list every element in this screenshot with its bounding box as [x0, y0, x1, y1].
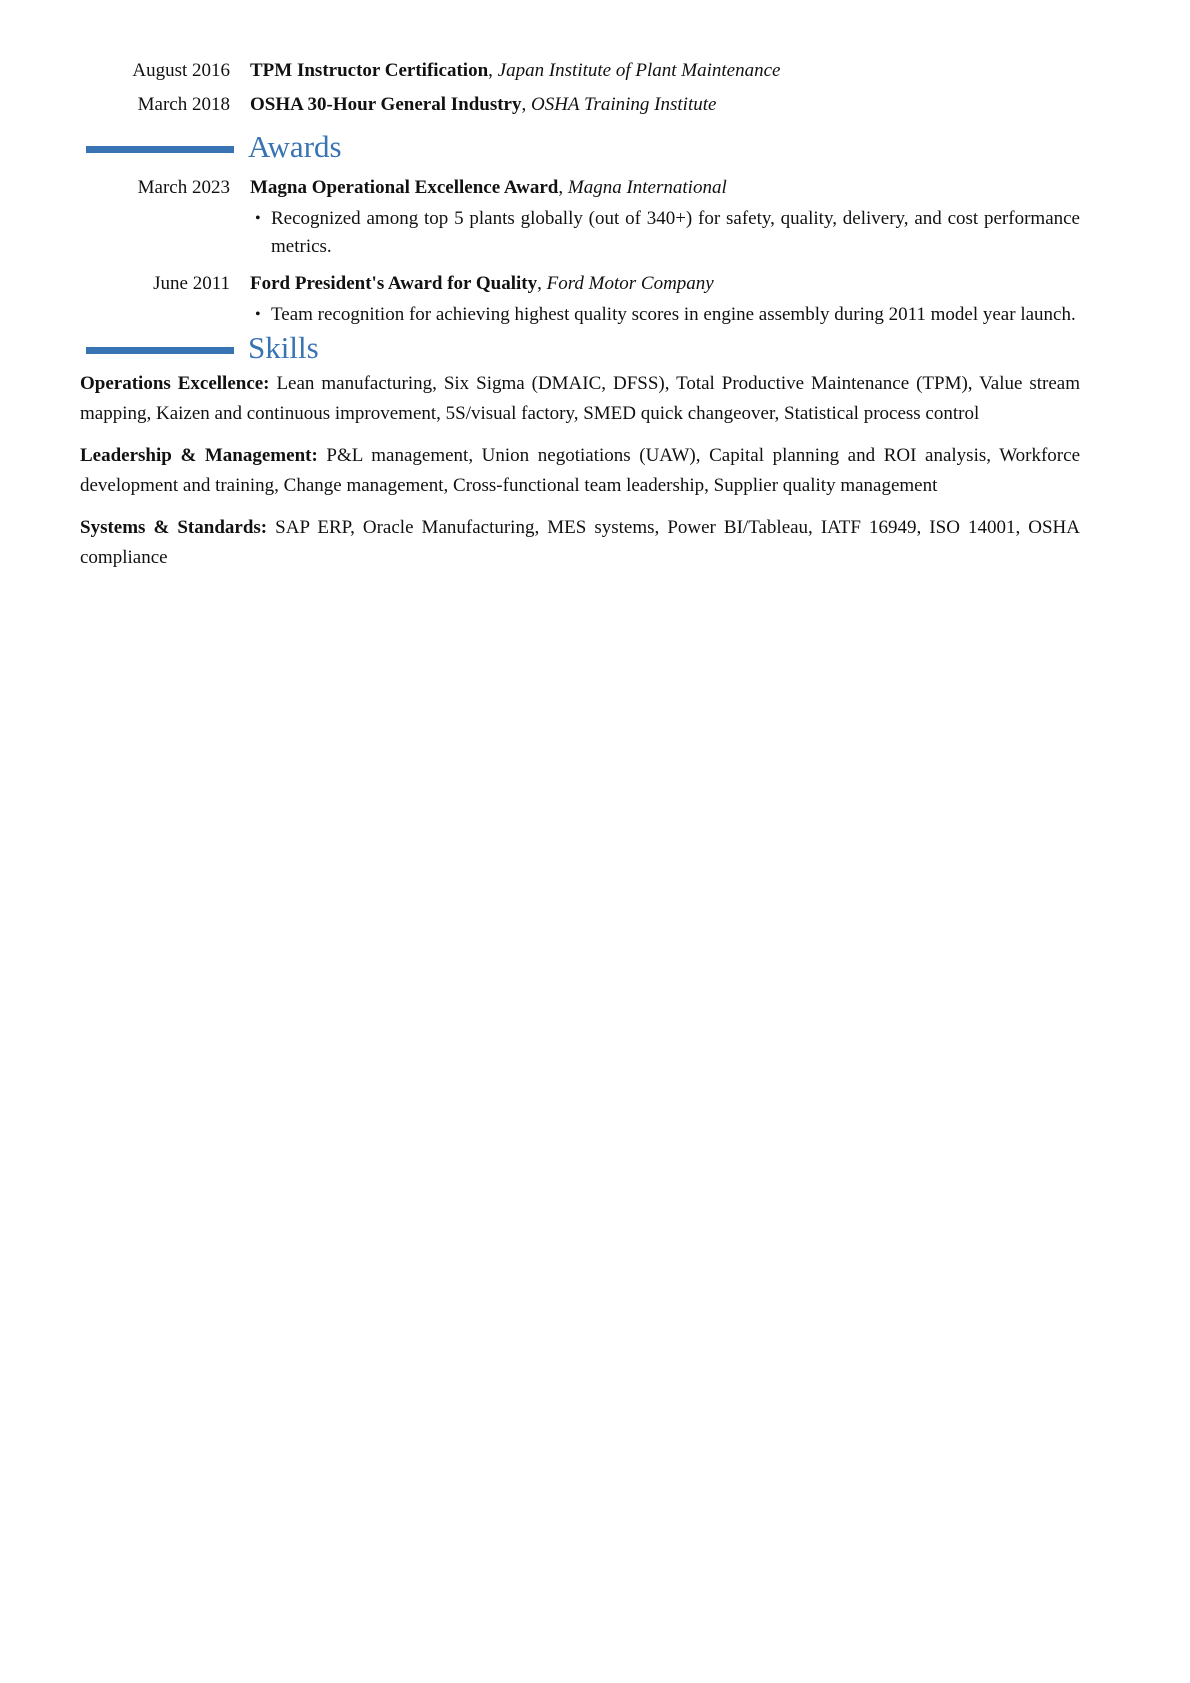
entry-organization: Ford Motor Company	[546, 273, 714, 294]
skill-category-systems-standards	[80, 513, 1080, 573]
bullet-text: Recognized among top 5 plants globally (out of 340+) for safety, quality, delivery, and cost performance metrics.	[271, 208, 1080, 257]
skill-category-operations-excellence	[80, 369, 1080, 429]
certification-entry	[80, 54, 1080, 88]
skill-category-label: Leadership & Management:	[80, 445, 318, 466]
entry-date: March 2023	[137, 177, 230, 198]
awards-section	[80, 128, 1080, 329]
entry-title: OSHA 30-Hour General Industry	[250, 94, 522, 115]
entry-organization: Japan Institute of Plant Maintenance	[497, 60, 781, 81]
skill-category-label: Operations Excellence:	[80, 373, 270, 394]
skill-category-text: P&L management, Union negotiations (UAW), Capital planning and ROI analysis, Workforce development and training, Change management, Cross-functional team leadership, Supplier quality management	[80, 445, 1081, 496]
entry-heading	[250, 54, 1080, 88]
comma: ,	[537, 273, 542, 294]
entry-body	[250, 267, 1080, 329]
bullet-text: Team recognition for achieving highest quality scores in engine assembly during 2011 model year launch.	[271, 304, 1076, 325]
entry-body	[250, 171, 1080, 261]
awards-section-title: Awards	[248, 129, 342, 164]
bullet-list	[250, 301, 1080, 329]
certification-entry	[80, 88, 1080, 122]
entry-heading	[250, 267, 1080, 301]
list-item	[250, 301, 1080, 329]
bullet-icon: •	[255, 210, 261, 227]
certifications-section	[80, 54, 1080, 122]
entry-organization: Magna International	[567, 177, 727, 198]
entry-date: March 2018	[137, 94, 230, 115]
entry-title: Ford President's Award for Quality	[250, 273, 538, 294]
comma: ,	[558, 177, 564, 198]
skill-category-label: Systems & Standards:	[80, 517, 268, 538]
bullet-icon: •	[255, 306, 261, 323]
entry-date: August 2016	[132, 60, 230, 81]
skills-section	[80, 329, 1080, 573]
list-item	[250, 205, 1080, 261]
award-entry	[80, 171, 1080, 261]
entry-title: Magna Operational Excellence Award	[250, 177, 559, 198]
entry-heading	[250, 171, 1080, 205]
comma: ,	[521, 94, 527, 115]
entry-date: June 2011	[153, 273, 230, 294]
skills-section-header	[80, 329, 1080, 367]
skill-category-text: Lean manufacturing, Six Sigma (DMAIC, DFSS), Total Productive Maintenance (TPM), Value stream mapping, Kaizen and continuous improvement, 5S/visual factory, SMED quick changeover, Statistical process control	[80, 373, 1080, 424]
entry-organization: OSHA Training Institute	[530, 94, 717, 115]
skills-section-title: Skills	[248, 330, 319, 365]
skill-category-text: SAP ERP, Oracle Manufacturing, MES systems, Power BI/Tableau, IATF 16949, ISO 14001, OSHA compliance	[80, 517, 1080, 568]
bullet-list	[250, 205, 1080, 261]
awards-section-header	[80, 128, 1080, 166]
section-rule	[86, 146, 234, 153]
comma: ,	[488, 60, 493, 81]
section-rule	[86, 347, 234, 354]
entry-heading	[250, 88, 1080, 122]
award-entry	[80, 267, 1080, 329]
entry-title: TPM Instructor Certification	[250, 60, 489, 81]
skill-category-leadership-management	[80, 441, 1080, 501]
